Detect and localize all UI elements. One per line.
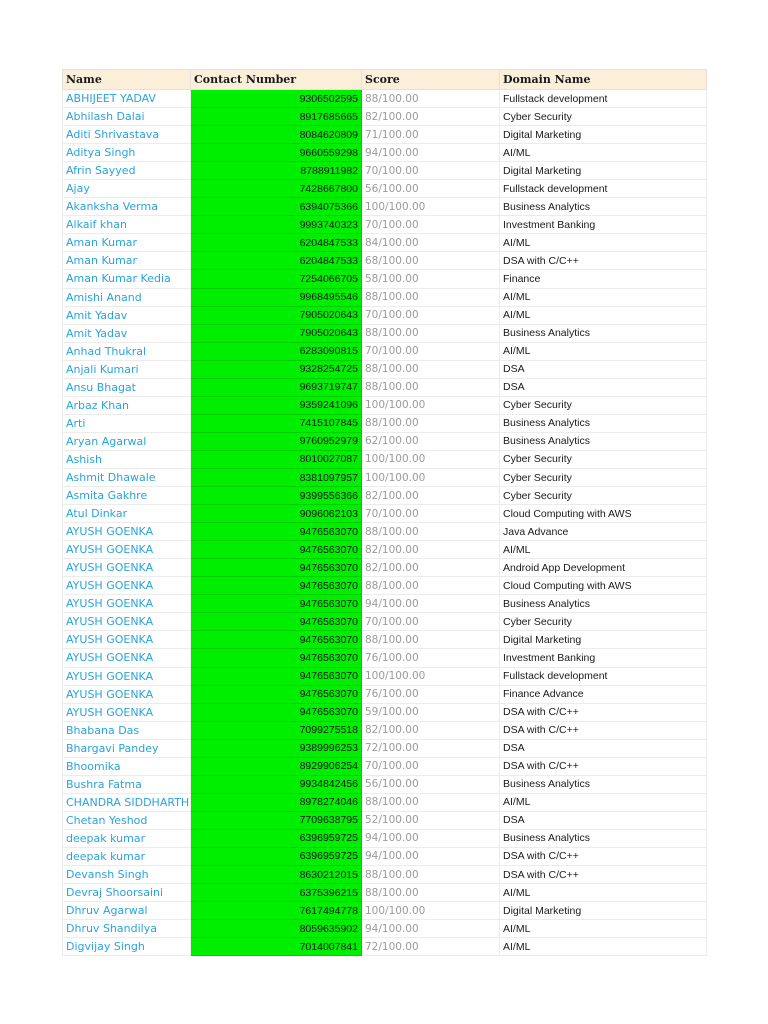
- domain-cell[interactable]: Cyber Security: [500, 487, 707, 505]
- contact-cell[interactable]: 9399556366: [191, 487, 362, 505]
- name-cell[interactable]: Atul Dinkar: [63, 505, 191, 523]
- table-row: [63, 396, 707, 414]
- contact-cell[interactable]: 9476563070: [191, 703, 362, 721]
- spreadsheet: [62, 69, 706, 956]
- domain-cell[interactable]: Business Analytics: [500, 432, 707, 450]
- contact-cell[interactable]: 9476563070: [191, 559, 362, 577]
- table-row: [63, 703, 707, 721]
- header-score[interactable]: Score: [362, 70, 500, 90]
- domain-cell[interactable]: AI/ML: [500, 144, 707, 162]
- score-cell[interactable]: 76/100.00: [362, 685, 500, 703]
- contact-cell[interactable]: 8059635902: [191, 920, 362, 938]
- contact-cell[interactable]: 9306502595: [191, 90, 362, 108]
- table-row: [63, 920, 707, 938]
- name-cell[interactable]: Aditi Shrivastava: [63, 126, 191, 144]
- domain-cell[interactable]: Fullstack development: [500, 667, 707, 685]
- domain-cell[interactable]: Business Analytics: [500, 829, 707, 847]
- score-cell[interactable]: 100/100.00: [362, 450, 500, 468]
- domain-cell[interactable]: AI/ML: [500, 541, 707, 559]
- score-cell[interactable]: 88/100.00: [362, 577, 500, 595]
- domain-cell[interactable]: DSA with C/C++: [500, 866, 707, 884]
- table-row: [63, 811, 707, 829]
- score-cell[interactable]: 88/100.00: [362, 866, 500, 884]
- contact-cell[interactable]: 6204847533: [191, 234, 362, 252]
- score-cell[interactable]: 82/100.00: [362, 541, 500, 559]
- name-cell[interactable]: Devraj Shoorsaini: [63, 884, 191, 902]
- table-row: [63, 126, 707, 144]
- contact-cell[interactable]: 7905020643: [191, 306, 362, 324]
- name-cell[interactable]: Arbaz Khan: [63, 396, 191, 414]
- name-cell[interactable]: AYUSH GOENKA: [63, 631, 191, 649]
- header-contact-number[interactable]: Contact Number: [191, 70, 362, 90]
- domain-cell[interactable]: Digital Marketing: [500, 631, 707, 649]
- score-cell[interactable]: 70/100.00: [362, 216, 500, 234]
- domain-cell[interactable]: Digital Marketing: [500, 126, 707, 144]
- domain-cell[interactable]: DSA: [500, 378, 707, 396]
- table-row: [63, 631, 707, 649]
- contact-cell[interactable]: 9760952979: [191, 432, 362, 450]
- score-cell[interactable]: 88/100.00: [362, 360, 500, 378]
- domain-cell[interactable]: Fullstack development: [500, 90, 707, 108]
- contact-cell[interactable]: 9476563070: [191, 523, 362, 541]
- contact-cell[interactable]: 8381097957: [191, 468, 362, 486]
- contact-cell[interactable]: 9389996253: [191, 739, 362, 757]
- domain-cell[interactable]: AI/ML: [500, 342, 707, 360]
- table-row: [63, 234, 707, 252]
- header-domain-name[interactable]: Domain Name: [500, 70, 707, 90]
- table-row: [63, 847, 707, 865]
- contact-cell[interactable]: 7709638795: [191, 811, 362, 829]
- domain-cell[interactable]: Cyber Security: [500, 450, 707, 468]
- domain-cell[interactable]: DSA: [500, 811, 707, 829]
- table-row: [63, 360, 707, 378]
- table-row: [63, 270, 707, 288]
- contact-cell[interactable]: 6375396215: [191, 884, 362, 902]
- score-cell[interactable]: 88/100.00: [362, 793, 500, 811]
- table-row: [63, 324, 707, 342]
- score-cell[interactable]: 58/100.00: [362, 270, 500, 288]
- score-cell[interactable]: 88/100.00: [362, 378, 500, 396]
- table-row: [63, 180, 707, 198]
- domain-cell[interactable]: Finance Advance: [500, 685, 707, 703]
- domain-cell[interactable]: DSA: [500, 739, 707, 757]
- name-cell[interactable]: AYUSH GOENKA: [63, 559, 191, 577]
- domain-cell[interactable]: AI/ML: [500, 793, 707, 811]
- table-row: [63, 739, 707, 757]
- domain-cell[interactable]: Cyber Security: [500, 108, 707, 126]
- table-row: [63, 252, 707, 270]
- domain-cell[interactable]: DSA with C/C++: [500, 847, 707, 865]
- name-cell[interactable]: Aditya Singh: [63, 144, 191, 162]
- name-cell[interactable]: Ajay: [63, 180, 191, 198]
- contact-cell[interactable]: 8010027087: [191, 450, 362, 468]
- score-cell[interactable]: 72/100.00: [362, 739, 500, 757]
- score-cell[interactable]: 70/100.00: [362, 162, 500, 180]
- contact-cell[interactable]: 8630212015: [191, 866, 362, 884]
- table-row: [63, 432, 707, 450]
- table-row: [63, 523, 707, 541]
- contact-cell[interactable]: 7099275518: [191, 721, 362, 739]
- domain-cell[interactable]: AI/ML: [500, 920, 707, 938]
- table-row: [63, 577, 707, 595]
- contact-cell[interactable]: 8917685665: [191, 108, 362, 126]
- score-cell[interactable]: 62/100.00: [362, 432, 500, 450]
- domain-cell[interactable]: Business Analytics: [500, 324, 707, 342]
- domain-cell[interactable]: Java Advance: [500, 523, 707, 541]
- domain-cell[interactable]: AI/ML: [500, 884, 707, 902]
- score-cell[interactable]: 70/100.00: [362, 757, 500, 775]
- contact-cell[interactable]: 8978274046: [191, 793, 362, 811]
- table-row: [63, 487, 707, 505]
- table-row: [63, 162, 707, 180]
- domain-cell[interactable]: Business Analytics: [500, 198, 707, 216]
- score-cell[interactable]: 56/100.00: [362, 180, 500, 198]
- contact-cell[interactable]: 8084620809: [191, 126, 362, 144]
- name-cell[interactable]: Chetan Yeshod: [63, 811, 191, 829]
- domain-cell[interactable]: Investment Banking: [500, 216, 707, 234]
- name-cell[interactable]: Anjali Kumari: [63, 360, 191, 378]
- score-cell[interactable]: 88/100.00: [362, 523, 500, 541]
- domain-cell[interactable]: Investment Banking: [500, 649, 707, 667]
- score-cell[interactable]: 71/100.00: [362, 126, 500, 144]
- name-cell[interactable]: Ashmit Dhawale: [63, 468, 191, 486]
- score-cell[interactable]: 82/100.00: [362, 487, 500, 505]
- table-row: [63, 468, 707, 486]
- score-cell[interactable]: 82/100.00: [362, 559, 500, 577]
- contact-cell[interactable]: 9660559298: [191, 144, 362, 162]
- name-cell[interactable]: Asmita Gakhre: [63, 487, 191, 505]
- table-row: [63, 450, 707, 468]
- name-cell[interactable]: Digvijay Singh: [63, 938, 191, 956]
- domain-cell[interactable]: Cloud Computing with AWS: [500, 505, 707, 523]
- score-cell[interactable]: 52/100.00: [362, 811, 500, 829]
- domain-cell[interactable]: AI/ML: [500, 288, 707, 306]
- score-cell[interactable]: 94/100.00: [362, 847, 500, 865]
- score-cell[interactable]: 100/100.00: [362, 667, 500, 685]
- domain-cell[interactable]: AI/ML: [500, 938, 707, 956]
- contact-cell[interactable]: 9476563070: [191, 649, 362, 667]
- domain-cell[interactable]: Cloud Computing with AWS: [500, 577, 707, 595]
- domain-cell[interactable]: Business Analytics: [500, 595, 707, 613]
- name-cell[interactable]: Aman Kumar Kedia: [63, 270, 191, 288]
- contact-cell[interactable]: 7254066705: [191, 270, 362, 288]
- contact-cell[interactable]: 9476563070: [191, 541, 362, 559]
- contact-cell[interactable]: 9693719747: [191, 378, 362, 396]
- table-row: [63, 667, 707, 685]
- table-row: [63, 757, 707, 775]
- score-cell[interactable]: 59/100.00: [362, 703, 500, 721]
- name-cell[interactable]: Aryan Agarwal: [63, 432, 191, 450]
- score-cell[interactable]: 84/100.00: [362, 234, 500, 252]
- name-cell[interactable]: Dhruv Shandilya: [63, 920, 191, 938]
- table-row: [63, 144, 707, 162]
- table-row: [63, 216, 707, 234]
- name-cell[interactable]: Alkaif khan: [63, 216, 191, 234]
- table-row: [63, 90, 707, 108]
- name-cell[interactable]: AYUSH GOENKA: [63, 703, 191, 721]
- header-row: [63, 70, 707, 90]
- name-cell[interactable]: AYUSH GOENKA: [63, 685, 191, 703]
- contact-cell[interactable]: 9476563070: [191, 577, 362, 595]
- domain-cell[interactable]: AI/ML: [500, 234, 707, 252]
- score-cell[interactable]: 100/100.00: [362, 902, 500, 920]
- score-cell[interactable]: 88/100.00: [362, 288, 500, 306]
- score-cell[interactable]: 100/100.00: [362, 198, 500, 216]
- name-cell[interactable]: Bushra Fatma: [63, 775, 191, 793]
- domain-cell[interactable]: Business Analytics: [500, 775, 707, 793]
- table-row: [63, 775, 707, 793]
- table-row: [63, 613, 707, 631]
- name-cell[interactable]: Bhargavi Pandey: [63, 739, 191, 757]
- name-cell[interactable]: Amishi Anand: [63, 288, 191, 306]
- score-cell[interactable]: 88/100.00: [362, 631, 500, 649]
- contact-cell[interactable]: 6396959725: [191, 847, 362, 865]
- table-row: [63, 649, 707, 667]
- name-cell[interactable]: AYUSH GOENKA: [63, 649, 191, 667]
- table-row: [63, 884, 707, 902]
- name-cell[interactable]: Arti: [63, 414, 191, 432]
- name-cell[interactable]: Afrin Sayyed: [63, 162, 191, 180]
- score-cell[interactable]: 82/100.00: [362, 108, 500, 126]
- contact-cell[interactable]: 9476563070: [191, 685, 362, 703]
- score-cell[interactable]: 70/100.00: [362, 505, 500, 523]
- score-cell[interactable]: 88/100.00: [362, 324, 500, 342]
- name-cell[interactable]: Ansu Bhagat: [63, 378, 191, 396]
- table-row: [63, 198, 707, 216]
- table-row: [63, 793, 707, 811]
- score-cell[interactable]: 100/100.00: [362, 468, 500, 486]
- score-cell[interactable]: 70/100.00: [362, 613, 500, 631]
- score-cell[interactable]: 94/100.00: [362, 595, 500, 613]
- name-cell[interactable]: Bhoomika: [63, 757, 191, 775]
- name-cell[interactable]: Devansh Singh: [63, 866, 191, 884]
- contact-cell[interactable]: 9934842456: [191, 775, 362, 793]
- header-name[interactable]: Name: [63, 70, 191, 90]
- domain-cell[interactable]: Digital Marketing: [500, 902, 707, 920]
- score-cell[interactable]: 72/100.00: [362, 938, 500, 956]
- name-cell[interactable]: Abhilash Dalai: [63, 108, 191, 126]
- score-cell[interactable]: 88/100.00: [362, 884, 500, 902]
- name-cell[interactable]: Akanksha Verma: [63, 198, 191, 216]
- table-row: [63, 505, 707, 523]
- contact-cell[interactable]: 7415107845: [191, 414, 362, 432]
- contact-cell[interactable]: 6394075366: [191, 198, 362, 216]
- score-cell[interactable]: 94/100.00: [362, 144, 500, 162]
- domain-cell[interactable]: DSA with C/C++: [500, 721, 707, 739]
- name-cell[interactable]: AYUSH GOENKA: [63, 613, 191, 631]
- contact-cell[interactable]: 8929906254: [191, 757, 362, 775]
- name-cell[interactable]: Dhruv Agarwal: [63, 902, 191, 920]
- name-cell[interactable]: AYUSH GOENKA: [63, 667, 191, 685]
- table-row: [63, 829, 707, 847]
- contact-cell[interactable]: 9476563070: [191, 613, 362, 631]
- name-cell[interactable]: Amit Yadav: [63, 306, 191, 324]
- table-row: [63, 685, 707, 703]
- domain-cell[interactable]: Cyber Security: [500, 468, 707, 486]
- name-cell[interactable]: deepak kumar: [63, 829, 191, 847]
- score-cell[interactable]: 94/100.00: [362, 829, 500, 847]
- table-row: [63, 938, 707, 956]
- contact-cell[interactable]: 9359241096: [191, 396, 362, 414]
- domain-cell[interactable]: Cyber Security: [500, 613, 707, 631]
- contact-cell[interactable]: 6204847533: [191, 252, 362, 270]
- name-cell[interactable]: AYUSH GOENKA: [63, 523, 191, 541]
- domain-cell[interactable]: AI/ML: [500, 306, 707, 324]
- table-row: [63, 866, 707, 884]
- name-cell[interactable]: Aman Kumar: [63, 234, 191, 252]
- domain-cell[interactable]: DSA with C/C++: [500, 703, 707, 721]
- table-row: [63, 902, 707, 920]
- domain-cell[interactable]: Fullstack development: [500, 180, 707, 198]
- score-cell[interactable]: 68/100.00: [362, 252, 500, 270]
- name-cell[interactable]: ABHIJEET YADAV: [63, 90, 191, 108]
- domain-cell[interactable]: Business Analytics: [500, 414, 707, 432]
- contact-cell[interactable]: 9476563070: [191, 595, 362, 613]
- name-cell[interactable]: deepak kumar: [63, 847, 191, 865]
- name-cell[interactable]: Anhad Thukral: [63, 342, 191, 360]
- table-row: [63, 378, 707, 396]
- contact-cell[interactable]: 6396959725: [191, 829, 362, 847]
- domain-cell[interactable]: DSA with C/C++: [500, 252, 707, 270]
- table-row: [63, 595, 707, 613]
- contact-cell[interactable]: 7014007841: [191, 938, 362, 956]
- score-cell[interactable]: 76/100.00: [362, 649, 500, 667]
- name-cell[interactable]: AYUSH GOENKA: [63, 577, 191, 595]
- domain-cell[interactable]: Android App Development: [500, 559, 707, 577]
- domain-cell[interactable]: DSA with C/C++: [500, 757, 707, 775]
- score-cell[interactable]: 94/100.00: [362, 920, 500, 938]
- contact-cell[interactable]: 9476563070: [191, 667, 362, 685]
- table-row: [63, 342, 707, 360]
- contact-cell[interactable]: 7428667800: [191, 180, 362, 198]
- contact-cell[interactable]: 7905020643: [191, 324, 362, 342]
- score-cell[interactable]: 56/100.00: [362, 775, 500, 793]
- results-table: [62, 69, 707, 956]
- contact-cell[interactable]: 8788911982: [191, 162, 362, 180]
- domain-cell[interactable]: Cyber Security: [500, 396, 707, 414]
- name-cell[interactable]: Ashish: [63, 450, 191, 468]
- contact-cell[interactable]: 7617494778: [191, 902, 362, 920]
- table-row: [63, 288, 707, 306]
- contact-cell[interactable]: 9476563070: [191, 631, 362, 649]
- contact-cell[interactable]: 9328254725: [191, 360, 362, 378]
- domain-cell[interactable]: Digital Marketing: [500, 162, 707, 180]
- table-row: [63, 721, 707, 739]
- score-cell[interactable]: 100/100.00: [362, 396, 500, 414]
- contact-cell[interactable]: 6283090815: [191, 342, 362, 360]
- table-row: [63, 541, 707, 559]
- contact-cell[interactable]: 9993740323: [191, 216, 362, 234]
- score-cell[interactable]: 70/100.00: [362, 342, 500, 360]
- name-cell[interactable]: CHANDRA SIDDHARTH: [63, 793, 191, 811]
- name-cell[interactable]: AYUSH GOENKA: [63, 595, 191, 613]
- name-cell[interactable]: AYUSH GOENKA: [63, 541, 191, 559]
- score-cell[interactable]: 88/100.00: [362, 90, 500, 108]
- score-cell[interactable]: 70/100.00: [362, 306, 500, 324]
- score-cell[interactable]: 82/100.00: [362, 721, 500, 739]
- table-row: [63, 559, 707, 577]
- name-cell[interactable]: Amit Yadav: [63, 324, 191, 342]
- name-cell[interactable]: Aman Kumar: [63, 252, 191, 270]
- domain-cell[interactable]: Finance: [500, 270, 707, 288]
- contact-cell[interactable]: 9096062103: [191, 505, 362, 523]
- contact-cell[interactable]: 9968495546: [191, 288, 362, 306]
- table-row: [63, 414, 707, 432]
- score-cell[interactable]: 88/100.00: [362, 414, 500, 432]
- name-cell[interactable]: Bhabana Das: [63, 721, 191, 739]
- table-row: [63, 306, 707, 324]
- domain-cell[interactable]: DSA: [500, 360, 707, 378]
- table-row: [63, 108, 707, 126]
